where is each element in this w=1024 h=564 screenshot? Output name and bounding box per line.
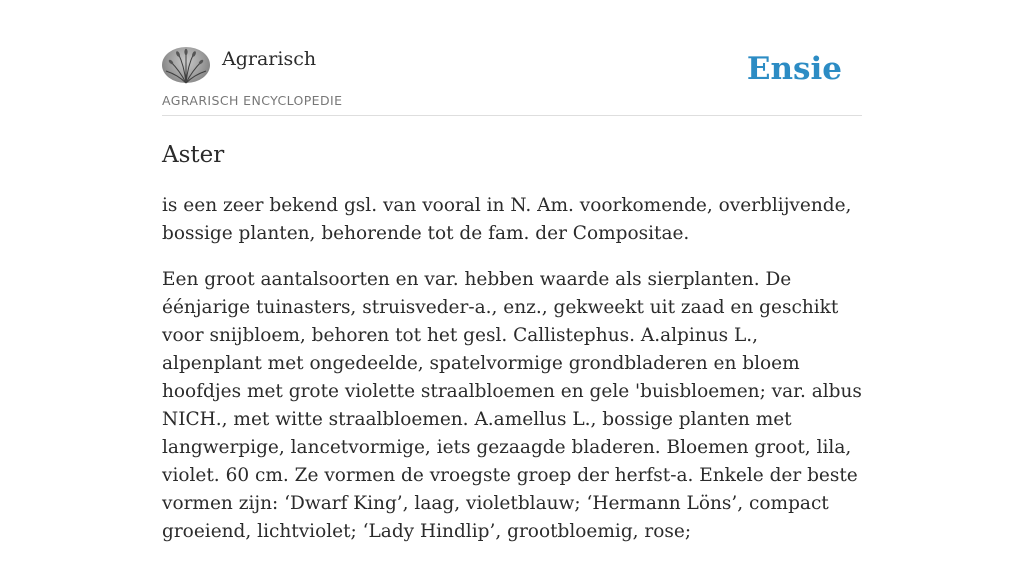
wheat-logo-icon[interactable] — [162, 47, 210, 83]
article-paragraph: Een groot aantalsoorten en var. hebben waarde als sierplanten. De éénjarige tuinasters, struisveder-a., enz., gekweekt uit zaad en geschikt voor snijbloem, behoren tot het gesl. Callistephus. A.alpinus L., alpenplant met ongedeelde, spatelvormige grondbladeren en bloem hoofdjes met grote violette straalbloemen en gele 'buisbloemen; var. albus NICH., met witte straalbloemen. A.amellus L., bossige planten met langwerpige, lancetvormige, iets gezaagde bladeren. Bloemen groot, lila, violet. 60 cm. Ze vormen de vroegste groep der herfst-a. Enkele der beste vormen zijn: ‘Dwarf King’, laag, violetblauw; ‘Hermann Löns’, compact groeiend, lichtviolet; ‘Lady Hindlip’, grootbloemig, rose; — [162, 269, 862, 542]
site-header — [162, 46, 862, 116]
article-body — [162, 192, 862, 564]
brand-logo-link[interactable]: Ensie — [746, 51, 842, 87]
article-paragraph: is een zeer bekend gsl. van vooral in N. Am. voorkomende, overblijvende, bossige planten, behorende tot de fam. der Compositae. — [162, 195, 852, 244]
site-name[interactable]: Agrarisch — [222, 48, 317, 70]
page-title: Aster — [162, 142, 225, 168]
site-subtitle: AGRARISCH ENCYCLOPEDIE — [162, 93, 343, 108]
